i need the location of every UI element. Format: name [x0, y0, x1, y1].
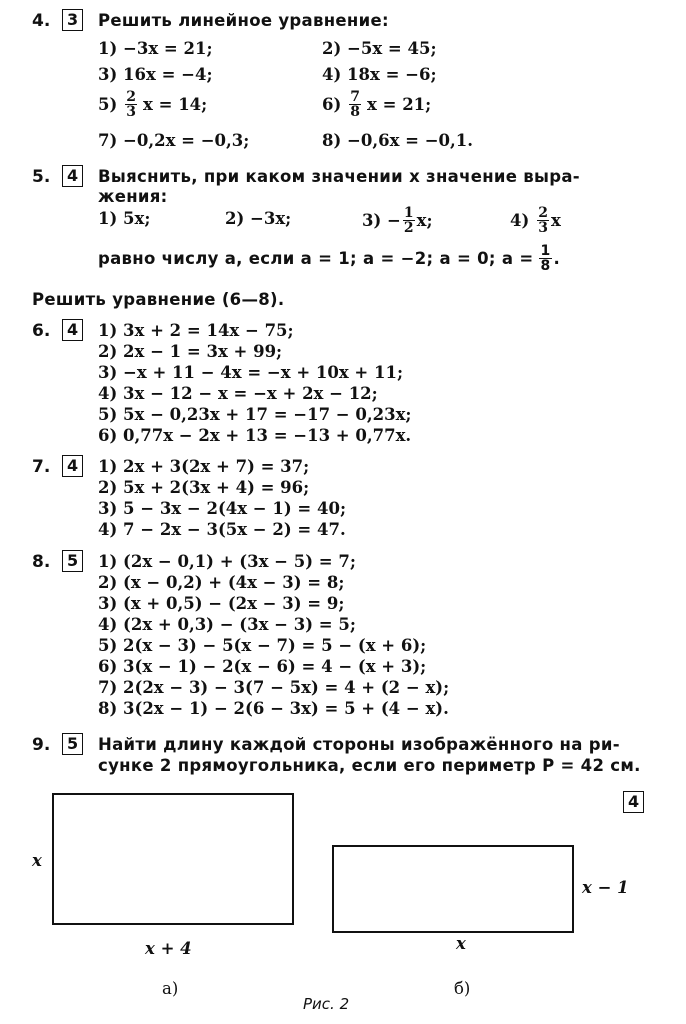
- problem-5-line-2: жения:: [98, 187, 168, 206]
- problem-4-level-badge: 3: [62, 9, 83, 31]
- p6-item-4: 4) 3x − 12 − x = −x + 2x − 12;: [98, 384, 378, 403]
- problem-9-level-badge: 5: [62, 733, 83, 755]
- p4-item-8: 8) −0,6x = −0,1.: [322, 131, 473, 150]
- problem-5-number: 5.: [32, 167, 51, 187]
- problem-6-number: 6.: [32, 321, 51, 341]
- figure-caption: Рис. 2: [303, 995, 350, 1013]
- rectangle-a: [52, 793, 294, 925]
- p5-option-1: 1) 5x;: [98, 209, 151, 228]
- figure-level-badge: 4: [623, 791, 644, 813]
- problem-5-line-4: равно числу a, если a = 1; a = −2; a = 0; a = $\frac{1}{8}$ .: [98, 242, 561, 274]
- rectangle-b-side-label: x − 1: [582, 878, 629, 897]
- problem-4-number: 4.: [32, 11, 51, 31]
- rectangle-b-bottom-label: x: [456, 934, 466, 953]
- problem-5-level-badge: 4: [62, 165, 83, 187]
- p8-item-3: 3) (x + 0,5) − (2x − 3) = 9;: [98, 594, 345, 613]
- p4-item-5: 5) $\frac{2}{3}$ x = 14;: [98, 88, 208, 120]
- p5-option-2: 2) −3x;: [225, 209, 292, 228]
- problem-9-line-2: сунке 2 прямоугольника, если его периметр P = 42 см.: [98, 756, 641, 775]
- p8-item-2: 2) (x − 0,2) + (4x − 3) = 8;: [98, 573, 345, 592]
- problem-7-level-badge: 4: [62, 455, 83, 477]
- p4-item-4: 4) 18x = −6;: [322, 65, 437, 84]
- rectangle-a-caption: а): [162, 979, 179, 998]
- p7-item-3: 3) 5 − 3x − 2(4x − 1) = 40;: [98, 499, 347, 518]
- p6-item-5: 5) 5x − 0,23x + 17 = −17 − 0,23x;: [98, 405, 412, 424]
- p6-item-6: 6) 0,77x − 2x + 13 = −13 + 0,77x.: [98, 426, 412, 445]
- problem-6-list: [98, 320, 412, 446]
- rectangle-b-caption: б): [454, 979, 471, 998]
- p7-item-4: 4) 7 − 2x − 3(5x − 2) = 47.: [98, 520, 346, 539]
- group-heading: Решить уравнение (6—8).: [32, 290, 285, 309]
- p4-item-7: 7) −0,2x = −0,3;: [98, 131, 250, 150]
- p8-item-5: 5) 2(x − 3) − 5(x − 7) = 5 − (x + 6);: [98, 636, 427, 655]
- p4-item-6: 6) $\frac{7}{8}$ x = 21;: [322, 88, 432, 120]
- p8-item-6: 6) 3(x − 1) − 2(x − 6) = 4 − (x + 3);: [98, 657, 427, 676]
- problem-9-line-1: Найти длину каждой стороны изображённого на ри-: [98, 735, 620, 754]
- p5-option-4: 4) $\frac{2}{3}$ x: [510, 204, 561, 236]
- p8-item-4: 4) (2x + 0,3) − (3x − 3) = 5;: [98, 615, 356, 634]
- p4-item-1: 1) −3x = 21;: [98, 39, 213, 58]
- problem-9-number: 9.: [32, 735, 51, 755]
- problem-7-number: 7.: [32, 457, 51, 477]
- p7-item-2: 2) 5x + 2(3x + 4) = 96;: [98, 478, 310, 497]
- problem-5-line-1: Выяснить, при каком значении x значение выра-: [98, 167, 580, 186]
- problem-8-list: [98, 551, 449, 719]
- p6-item-1: 1) 3x + 2 = 14x − 75;: [98, 321, 294, 340]
- rectangle-a-side-label: x: [32, 851, 42, 870]
- p6-item-3: 3) −x + 11 − 4x = −x + 10x + 11;: [98, 363, 404, 382]
- problem-8-level-badge: 5: [62, 550, 83, 572]
- p8-item-8: 8) 3(2x − 1) − 2(6 − 3x) = 5 + (4 − x).: [98, 699, 449, 718]
- p8-item-7: 7) 2(2x − 3) − 3(7 − 5x) = 4 + (2 − x);: [98, 678, 450, 697]
- p4-item-3: 3) 16x = −4;: [98, 65, 213, 84]
- rectangle-b: [332, 845, 574, 933]
- p6-item-2: 2) 2x − 1 = 3x + 99;: [98, 342, 283, 361]
- p8-item-1: 1) (2x − 0,1) + (3x − 5) = 7;: [98, 552, 356, 571]
- problem-6-level-badge: 4: [62, 319, 83, 341]
- problem-7-list: [98, 456, 346, 540]
- problem-4-title: Решить линейное уравнение:: [98, 11, 389, 30]
- p7-item-1: 1) 2x + 3(2x + 7) = 37;: [98, 457, 310, 476]
- rectangle-a-bottom-label: x + 4: [145, 939, 192, 958]
- p4-item-2: 2) −5x = 45;: [322, 39, 437, 58]
- problem-8-number: 8.: [32, 552, 51, 572]
- p5-option-3: 3) − $\frac{1}{2}$ x;: [362, 204, 433, 236]
